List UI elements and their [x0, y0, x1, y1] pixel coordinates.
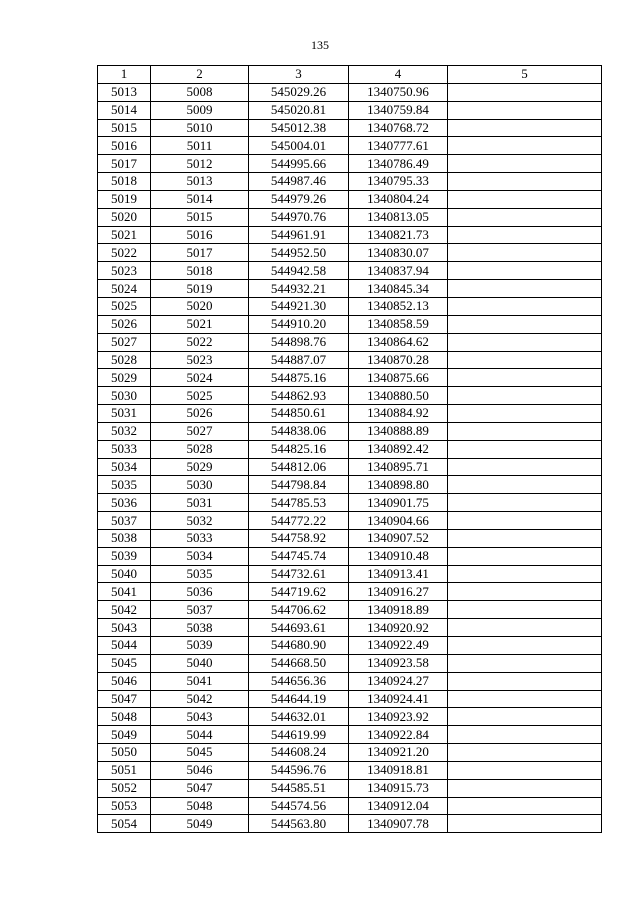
table-row — [98, 458, 602, 476]
table-row — [98, 529, 602, 547]
table-cell: 5029 — [151, 458, 249, 476]
table-cell: 1340924.27 — [349, 672, 448, 690]
table-cell: 544668.50 — [249, 654, 349, 672]
table-cell: 544921.30 — [249, 297, 349, 315]
table-cell: 544887.07 — [249, 351, 349, 369]
table-row — [98, 440, 602, 458]
table-cell: 544732.61 — [249, 565, 349, 583]
table-cell: 1340880.50 — [349, 387, 448, 405]
table-cell — [448, 369, 602, 387]
table-cell: 5019 — [151, 280, 249, 298]
table-cell: 1340852.13 — [349, 297, 448, 315]
table-cell — [448, 565, 602, 583]
table-cell — [448, 815, 602, 833]
table-cell — [448, 512, 602, 530]
table-cell — [448, 761, 602, 779]
table-cell — [448, 405, 602, 423]
table-cell: 5025 — [98, 297, 151, 315]
table-cell: 544910.20 — [249, 315, 349, 333]
table-row — [98, 262, 602, 280]
table-cell — [448, 226, 602, 244]
table-cell: 5035 — [98, 476, 151, 494]
table-cell: 1340750.96 — [349, 83, 448, 101]
table-cell — [448, 601, 602, 619]
table-cell — [448, 583, 602, 601]
table-row — [98, 547, 602, 565]
table-cell: 544608.24 — [249, 744, 349, 762]
table-cell: 5023 — [151, 351, 249, 369]
table-cell: 1340912.04 — [349, 797, 448, 815]
table-cell: 544850.61 — [249, 405, 349, 423]
table-cell — [448, 619, 602, 637]
table-row — [98, 226, 602, 244]
table-row — [98, 654, 602, 672]
table-row — [98, 280, 602, 298]
table-cell — [448, 119, 602, 137]
table-cell: 1340901.75 — [349, 494, 448, 512]
table-row — [98, 815, 602, 833]
table-cell: 1340923.58 — [349, 654, 448, 672]
table-cell: 544875.16 — [249, 369, 349, 387]
table-cell: 1340923.92 — [349, 708, 448, 726]
table-cell: 5017 — [98, 155, 151, 173]
table-cell: 5013 — [151, 173, 249, 191]
table-cell: 5010 — [151, 119, 249, 137]
table-row — [98, 761, 602, 779]
table-cell: 544798.84 — [249, 476, 349, 494]
table-cell: 5025 — [151, 387, 249, 405]
table-cell: 1340922.84 — [349, 726, 448, 744]
table-cell: 1340892.42 — [349, 440, 448, 458]
table-cell — [448, 547, 602, 565]
table-cell: 1340759.84 — [349, 101, 448, 119]
table-row — [98, 494, 602, 512]
table-cell — [448, 529, 602, 547]
table-row — [98, 119, 602, 137]
table-cell — [448, 101, 602, 119]
table-cell: 5024 — [151, 369, 249, 387]
table-cell — [448, 672, 602, 690]
table-cell: 5018 — [98, 173, 151, 191]
table-cell — [448, 726, 602, 744]
table-cell: 5043 — [151, 708, 249, 726]
table-row — [98, 690, 602, 708]
table-cell: 5020 — [98, 208, 151, 226]
table-cell: 544706.62 — [249, 601, 349, 619]
column-header-2: 2 — [151, 66, 249, 84]
table-row — [98, 155, 602, 173]
table-cell — [448, 297, 602, 315]
table-cell — [448, 744, 602, 762]
table-cell: 5037 — [98, 512, 151, 530]
table-cell: 5015 — [98, 119, 151, 137]
table-cell — [448, 797, 602, 815]
table-cell: 1340795.33 — [349, 173, 448, 191]
table-cell: 5013 — [98, 83, 151, 101]
table-cell — [448, 690, 602, 708]
table-cell — [448, 208, 602, 226]
table-cell: 544862.93 — [249, 387, 349, 405]
table-cell — [448, 333, 602, 351]
table-cell: 545029.26 — [249, 83, 349, 101]
table-cell: 1340821.73 — [349, 226, 448, 244]
table-row — [98, 619, 602, 637]
table-cell: 5032 — [98, 422, 151, 440]
table-row — [98, 208, 602, 226]
table-cell: 5019 — [98, 190, 151, 208]
table-cell: 5021 — [98, 226, 151, 244]
table-cell: 544596.76 — [249, 761, 349, 779]
table-row — [98, 333, 602, 351]
table-cell: 1340837.94 — [349, 262, 448, 280]
table-cell: 5023 — [98, 262, 151, 280]
table-cell: 5018 — [151, 262, 249, 280]
table-cell: 5040 — [98, 565, 151, 583]
table-row — [98, 369, 602, 387]
table-cell: 1340913.41 — [349, 565, 448, 583]
table-cell: 5042 — [98, 601, 151, 619]
table-cell: 5028 — [98, 351, 151, 369]
table-row — [98, 101, 602, 119]
table-cell: 544619.99 — [249, 726, 349, 744]
table-row — [98, 190, 602, 208]
table-cell: 544995.66 — [249, 155, 349, 173]
table-cell: 1340922.49 — [349, 637, 448, 655]
table-cell: 544970.76 — [249, 208, 349, 226]
table-cell: 5022 — [98, 244, 151, 262]
table-row — [98, 405, 602, 423]
table-cell: 544563.80 — [249, 815, 349, 833]
table-cell: 544979.26 — [249, 190, 349, 208]
table-cell: 1340786.49 — [349, 155, 448, 173]
table-row — [98, 387, 602, 405]
table-cell: 544632.01 — [249, 708, 349, 726]
table-cell: 5040 — [151, 654, 249, 672]
table-cell: 545012.38 — [249, 119, 349, 137]
table-cell: 5034 — [151, 547, 249, 565]
table-cell — [448, 262, 602, 280]
table-cell: 544812.06 — [249, 458, 349, 476]
table-cell: 5036 — [151, 583, 249, 601]
table-row — [98, 512, 602, 530]
table-cell — [448, 494, 602, 512]
table-cell: 5014 — [151, 190, 249, 208]
table-cell: 544719.62 — [249, 583, 349, 601]
table-cell: 5054 — [98, 815, 151, 833]
table-row — [98, 601, 602, 619]
table-cell — [448, 387, 602, 405]
table-cell: 5034 — [98, 458, 151, 476]
table-row — [98, 672, 602, 690]
table-cell: 1340813.05 — [349, 208, 448, 226]
table-row — [98, 297, 602, 315]
table-cell: 1340907.78 — [349, 815, 448, 833]
table-row — [98, 173, 602, 191]
table-cell — [448, 708, 602, 726]
table-cell: 5033 — [98, 440, 151, 458]
table-row — [98, 583, 602, 601]
table-cell — [448, 476, 602, 494]
table-cell — [448, 155, 602, 173]
table-cell: 5030 — [98, 387, 151, 405]
table-cell: 1340916.27 — [349, 583, 448, 601]
table-cell: 1340768.72 — [349, 119, 448, 137]
table-cell: 5036 — [98, 494, 151, 512]
table-cell: 545020.81 — [249, 101, 349, 119]
coordinates-table — [97, 65, 602, 833]
page-number: 135 — [311, 38, 329, 52]
table-cell — [448, 637, 602, 655]
table-cell: 1340915.73 — [349, 779, 448, 797]
table-cell: 5043 — [98, 619, 151, 637]
table-cell: 5049 — [98, 726, 151, 744]
table-row — [98, 797, 602, 815]
table-row — [98, 726, 602, 744]
table-cell — [448, 654, 602, 672]
table-row — [98, 351, 602, 369]
table-cell: 544574.56 — [249, 797, 349, 815]
table-cell: 544680.90 — [249, 637, 349, 655]
table-row — [98, 779, 602, 797]
table-cell: 5041 — [98, 583, 151, 601]
column-header-1: 1 — [98, 66, 151, 84]
table-body — [98, 83, 602, 832]
table-row — [98, 422, 602, 440]
table-cell: 5008 — [151, 83, 249, 101]
table-cell: 5046 — [98, 672, 151, 690]
table-cell: 544693.61 — [249, 619, 349, 637]
table-cell: 5029 — [98, 369, 151, 387]
table-cell: 5026 — [98, 315, 151, 333]
table-cell: 5024 — [98, 280, 151, 298]
table-cell: 5038 — [151, 619, 249, 637]
table-cell: 5049 — [151, 815, 249, 833]
table-header-row — [98, 66, 602, 84]
table-cell: 5047 — [98, 690, 151, 708]
table-cell: 1340884.92 — [349, 405, 448, 423]
table-cell — [448, 280, 602, 298]
table-cell: 5027 — [151, 422, 249, 440]
table-cell: 1340858.59 — [349, 315, 448, 333]
column-header-5: 5 — [448, 66, 602, 84]
table-cell: 5017 — [151, 244, 249, 262]
table-cell: 5039 — [151, 637, 249, 655]
table-cell: 1340921.20 — [349, 744, 448, 762]
table-cell: 5032 — [151, 512, 249, 530]
table-cell: 1340875.66 — [349, 369, 448, 387]
table-cell — [448, 244, 602, 262]
table-cell: 1340920.92 — [349, 619, 448, 637]
table-row — [98, 744, 602, 762]
table-cell: 5039 — [98, 547, 151, 565]
table-row — [98, 244, 602, 262]
table-cell: 5044 — [151, 726, 249, 744]
table-cell: 5026 — [151, 405, 249, 423]
table-cell: 5028 — [151, 440, 249, 458]
table-cell: 5048 — [98, 708, 151, 726]
table-row — [98, 708, 602, 726]
table-row — [98, 83, 602, 101]
table-cell: 5031 — [98, 405, 151, 423]
table-cell: 5053 — [98, 797, 151, 815]
table-cell: 5041 — [151, 672, 249, 690]
table-cell: 544898.76 — [249, 333, 349, 351]
table-cell: 5016 — [151, 226, 249, 244]
table-cell: 1340924.41 — [349, 690, 448, 708]
table-cell: 5033 — [151, 529, 249, 547]
table-cell: 5015 — [151, 208, 249, 226]
table-cell: 5042 — [151, 690, 249, 708]
table-cell: 5030 — [151, 476, 249, 494]
table-cell: 1340907.52 — [349, 529, 448, 547]
table-cell: 5031 — [151, 494, 249, 512]
table-cell: 5009 — [151, 101, 249, 119]
table-cell: 5048 — [151, 797, 249, 815]
table-cell: 544987.46 — [249, 173, 349, 191]
table-cell: 5047 — [151, 779, 249, 797]
table-row — [98, 565, 602, 583]
table-cell — [448, 190, 602, 208]
table-cell: 544825.16 — [249, 440, 349, 458]
table-cell: 1340804.24 — [349, 190, 448, 208]
table-cell: 544942.58 — [249, 262, 349, 280]
table-cell — [448, 422, 602, 440]
table-cell: 544932.21 — [249, 280, 349, 298]
table-cell: 5037 — [151, 601, 249, 619]
table-cell: 5044 — [98, 637, 151, 655]
table-cell: 5045 — [98, 654, 151, 672]
table-cell: 1340918.89 — [349, 601, 448, 619]
table-cell: 5050 — [98, 744, 151, 762]
table-cell: 1340904.66 — [349, 512, 448, 530]
table-cell: 1340888.89 — [349, 422, 448, 440]
table-cell — [448, 351, 602, 369]
table-row — [98, 476, 602, 494]
column-header-4: 4 — [349, 66, 448, 84]
table-cell: 5035 — [151, 565, 249, 583]
table-cell — [448, 315, 602, 333]
table-cell: 5027 — [98, 333, 151, 351]
table-cell: 1340910.48 — [349, 547, 448, 565]
table-cell: 5051 — [98, 761, 151, 779]
table-cell: 5038 — [98, 529, 151, 547]
table-cell: 544961.91 — [249, 226, 349, 244]
table-row — [98, 637, 602, 655]
table-cell: 5022 — [151, 333, 249, 351]
table-cell: 1340918.81 — [349, 761, 448, 779]
table-cell: 1340830.07 — [349, 244, 448, 262]
table-cell: 5014 — [98, 101, 151, 119]
table-cell: 544785.53 — [249, 494, 349, 512]
table-cell: 1340864.62 — [349, 333, 448, 351]
table-cell: 5020 — [151, 297, 249, 315]
table-cell: 5021 — [151, 315, 249, 333]
table-cell: 5045 — [151, 744, 249, 762]
table-cell: 544952.50 — [249, 244, 349, 262]
table-cell — [448, 440, 602, 458]
table-cell: 1340777.61 — [349, 137, 448, 155]
table-cell: 1340895.71 — [349, 458, 448, 476]
column-header-3: 3 — [249, 66, 349, 84]
table-cell: 5016 — [98, 137, 151, 155]
table-cell: 545004.01 — [249, 137, 349, 155]
table-cell: 5052 — [98, 779, 151, 797]
table-cell: 1340845.34 — [349, 280, 448, 298]
table-cell — [448, 137, 602, 155]
table-row — [98, 137, 602, 155]
table-cell: 544758.92 — [249, 529, 349, 547]
table-cell: 1340898.80 — [349, 476, 448, 494]
table-cell: 544644.19 — [249, 690, 349, 708]
table-cell: 544585.51 — [249, 779, 349, 797]
table-cell: 544745.74 — [249, 547, 349, 565]
table-row — [98, 315, 602, 333]
table-cell: 5046 — [151, 761, 249, 779]
table-cell — [448, 458, 602, 476]
table-cell: 544656.36 — [249, 672, 349, 690]
table-cell — [448, 173, 602, 191]
table-cell: 5011 — [151, 137, 249, 155]
table-cell — [448, 779, 602, 797]
table-cell: 1340870.28 — [349, 351, 448, 369]
table-cell — [448, 83, 602, 101]
table-cell: 5012 — [151, 155, 249, 173]
table-cell: 544838.06 — [249, 422, 349, 440]
table-cell: 544772.22 — [249, 512, 349, 530]
